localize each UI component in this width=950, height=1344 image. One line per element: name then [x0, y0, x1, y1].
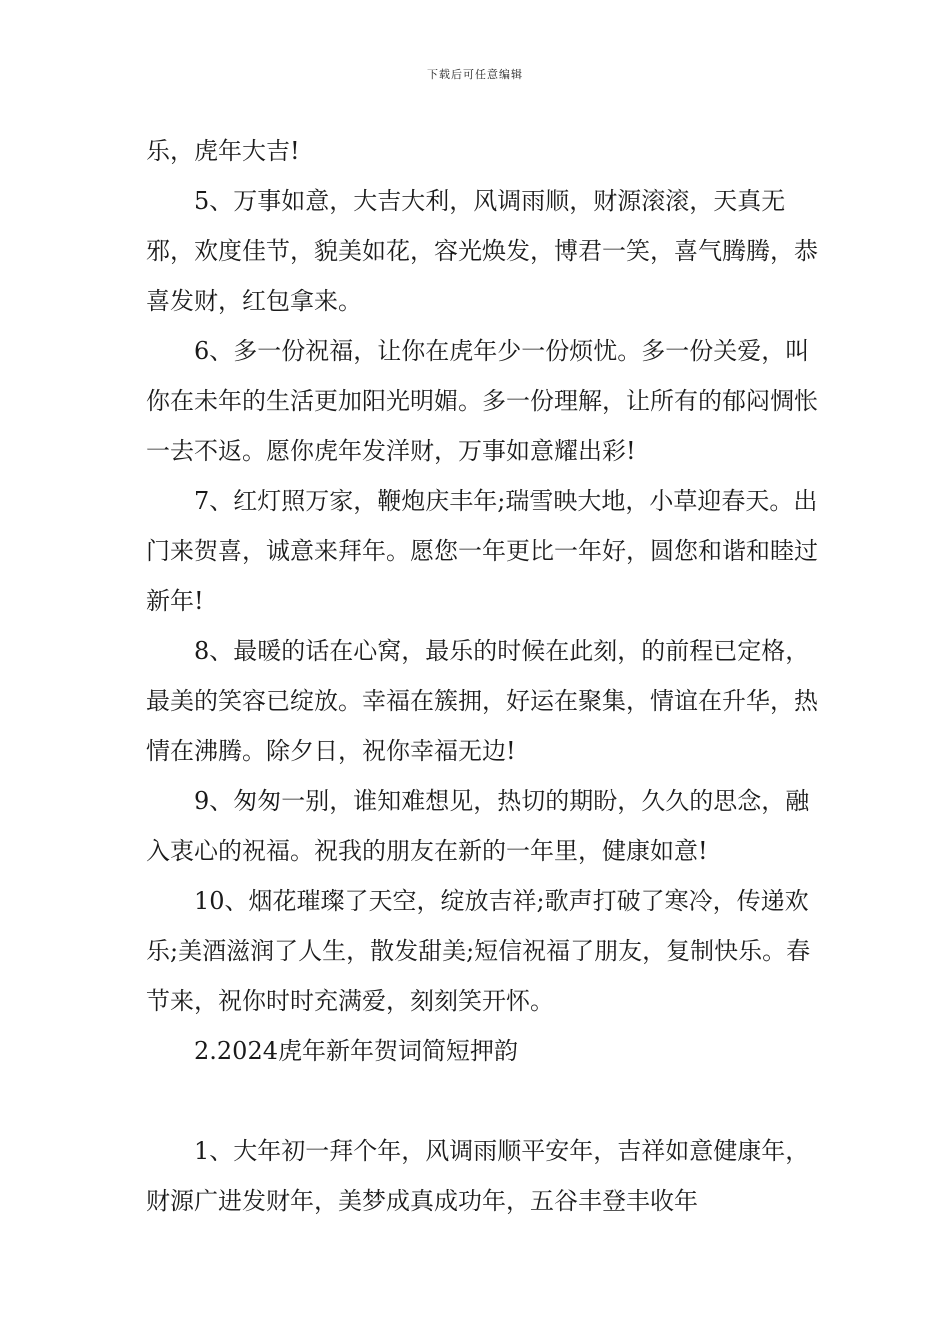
document-body — [146, 126, 818, 1226]
paragraph-10: 10、烟花璀璨了天空，绽放吉祥;歌声打破了寒冷，传递欢乐;美酒滋润了人生，散发甜美;短信祝福了朋友，复制快乐。春节来，祝你时时充满爱，刻刻笑开怀。 — [146, 887, 811, 1015]
paragraph-5: 5、万事如意，大吉大利，风调雨顺，财源滚滚，天真无邪，欢度佳节，貌美如花，容光焕发，博君一笑，喜气腾腾，恭喜发财，红包拿来。 — [146, 187, 818, 315]
section-heading: 2.2024虎年新年贺词简短押韵 — [194, 1037, 518, 1065]
paragraph-8: 8、最暖的话在心窝，最乐的时候在此刻，的前程已定格，最美的笑容已绽放。幸福在簇拥，好运在聚集，情谊在升华，热情在沸腾。除夕日，祝你幸福无边! — [146, 637, 818, 765]
paragraph-6: 6、多一份祝福，让你在虎年少一份烦忧。多一份关爱，叫你在未年的生活更加阳光明媚。多一份理解，让所有的郁闷惆怅一去不返。愿你虎年发洋财，万事如意耀出彩! — [146, 337, 818, 465]
paragraph-continuation: 乐，虎年大吉! — [146, 137, 300, 165]
paragraph-9: 9、匆匆一别，谁知难想见，热切的期盼，久久的思念，融入衷心的祝福。祝我的朋友在新的一年里，健康如意! — [146, 787, 810, 865]
paragraph-7: 7、红灯照万家，鞭炮庆丰年;瑞雪映大地，小草迎春天。出门来贺喜，诚意来拜年。愿您一年更比一年好，圆您和谐和睦过新年! — [146, 487, 818, 615]
section-paragraph-1: 1、大年初一拜个年，风调雨顺平安年，吉祥如意健康年，财源广进发财年，美梦成真成功年，五谷丰登丰收年 — [146, 1137, 810, 1215]
page-header: 下载后可任意编辑 — [427, 68, 523, 81]
blank-line — [146, 1076, 818, 1126]
